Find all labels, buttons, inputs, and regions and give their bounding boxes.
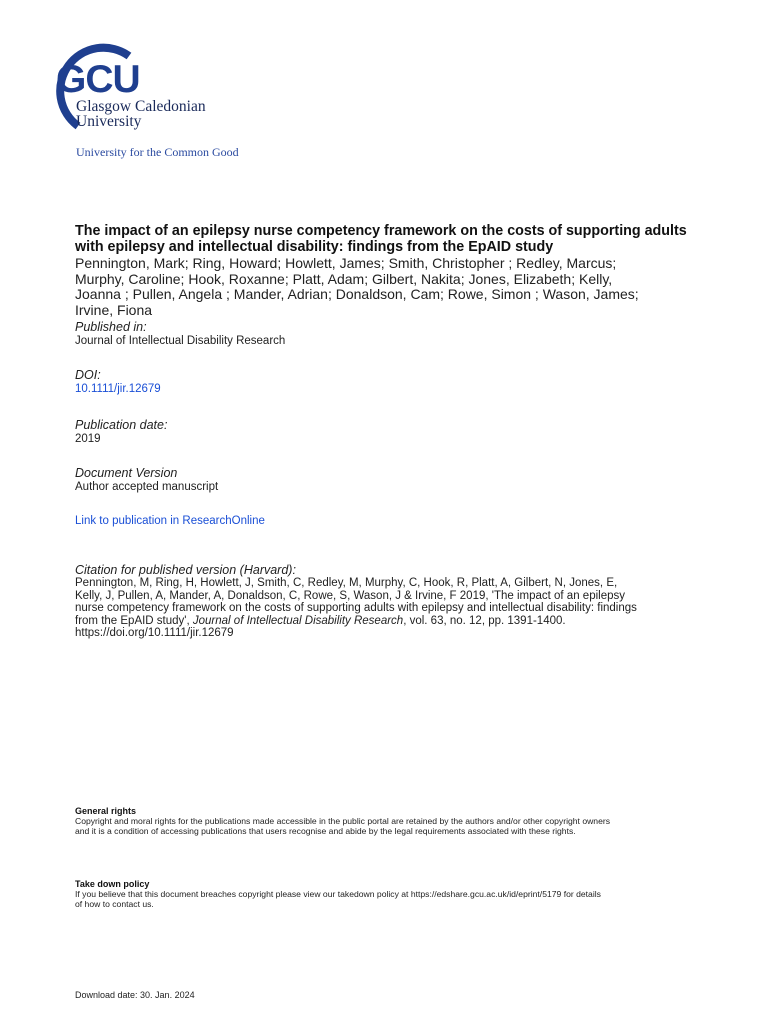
publication-date-label: Publication date:	[75, 418, 168, 432]
researchonline-link[interactable]: Link to publication in ResearchOnline	[75, 515, 265, 527]
paper-title: The impact of an epilepsy nurse competency framework on the costs of supporting adults with epilepsy and intellectual disability: findings from the EpAID study	[75, 223, 687, 255]
takedown-policy-text: If you believe that this document breaches copyright please view our takedown policy at https://edshare.gcu.ac.uk/id/eprint/5179 for details of how to contact us.	[75, 889, 601, 909]
general-rights-text: Copyright and moral rights for the publications made accessible in the public portal are retained by the authors and/or other copyright owners and it is a condition of accessing publications that users recognise and abide by the legal requirements associated with these rights.	[75, 816, 611, 836]
published-in-label: Published in:	[75, 320, 147, 334]
general-rights-section	[75, 806, 725, 836]
university-name: Glasgow Caledonian University	[76, 98, 206, 130]
document-version-value: Author accepted manuscript	[75, 481, 219, 493]
university-tagline: University for the Common Good	[76, 145, 239, 159]
citation-journal: Journal of Intellectual Disability Research	[192, 614, 404, 627]
gcu-logo-mark: GCU	[56, 58, 140, 101]
document-version-section	[75, 466, 218, 494]
download-date: Download date: 30. Jan. 2024	[75, 990, 195, 1000]
citation-text: Pennington, M, Ring, H, Howlett, J, Smith, C, Redley, M, Murphy, C, Hook, R, Platt, A, Gilbert, N, Jones, E, Kelly, J, Pullen, A, Mander, A, Donaldson, C, Rowe, S, Wason, J & Irvine, F 2019, 'The impact of an epilepsy nurse competency framework on the costs of supporting adults with epilepsy and intellectual disability: findings from the EpAID study', Journal of Intellectual Disability Research, vol. 63, no. 12, pp. 1391-1400. https://doi.org/10.1111/jir.12679	[75, 577, 715, 640]
document-version-label: Document Version	[75, 466, 178, 480]
journal-name: Journal of Intellectual Disability Research	[75, 335, 286, 347]
takedown-policy-heading: Take down policy	[75, 879, 150, 889]
citation-doi-url: https://doi.org/10.1111/jir.12679	[75, 627, 234, 639]
general-rights-heading: General rights	[75, 806, 137, 816]
citation-label: Citation for published version (Harvard):	[75, 563, 296, 577]
doi-link[interactable]: 10.1111/jir.12679	[75, 383, 161, 395]
author-list: Pennington, Mark; Ring, Howard; Howlett, James; Smith, Christopher ; Redley, Marcus; Murphy, Caroline; Hook, Roxanne; Platt, Adam; Gilbert, Nakita; Jones, Elizabeth; Kelly, Joanna ; Pullen, Angela ; Mander, Adrian; Donaldson, Cam; Rowe, Simon ; Wason, James; Irvine, Fiona	[75, 255, 639, 318]
publication-date-section	[75, 418, 167, 446]
publication-date-value: 2019	[75, 433, 101, 445]
doi-section	[75, 368, 161, 396]
takedown-policy-section	[75, 879, 725, 909]
published-in-section	[75, 320, 285, 348]
doi-label: DOI:	[75, 368, 101, 382]
